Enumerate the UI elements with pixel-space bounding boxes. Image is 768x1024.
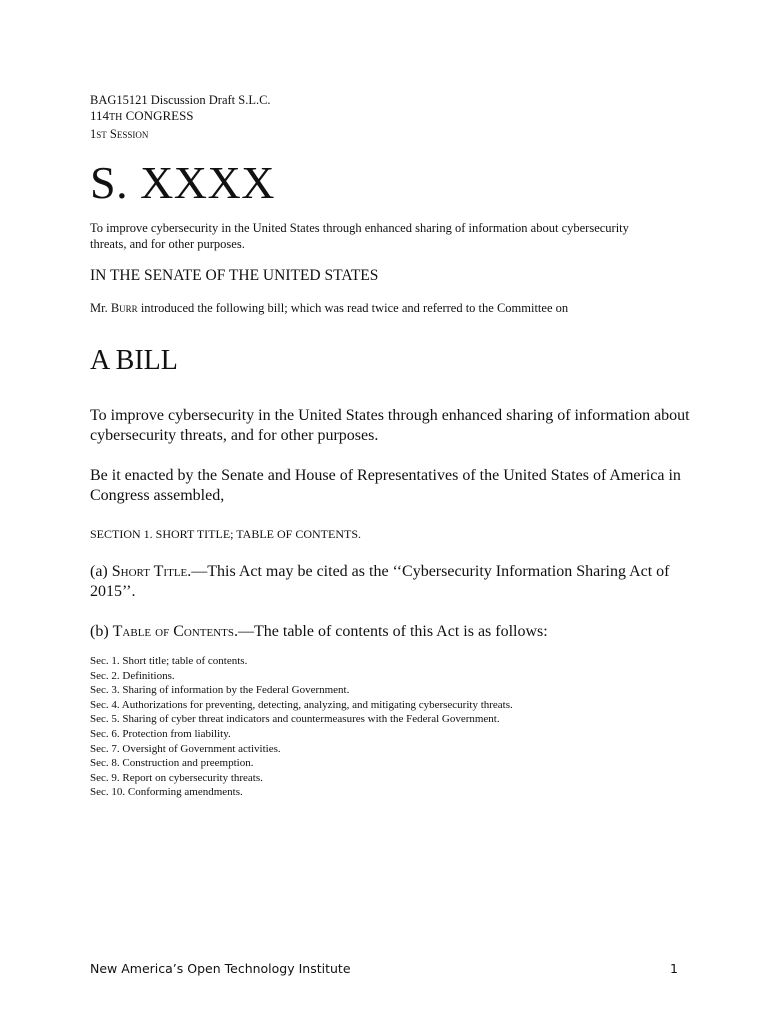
toc-item: Sec. 3. Sharing of information by the Federal Government.	[90, 684, 350, 697]
introduction-text: introduced the following bill; which was read twice and referred to the Committee on	[137, 301, 569, 315]
document-page	[90, 92, 690, 800]
congress-word: CONGRESS	[122, 108, 194, 123]
session-word: Session	[106, 127, 149, 141]
toc-item: Sec. 6. Protection from liability.	[90, 727, 231, 740]
bill-number: S. XXXX	[90, 157, 275, 208]
senate-heading: IN THE SENATE OF THE UNITED STATES	[90, 267, 379, 284]
toc-item: Sec. 5. Sharing of cyber threat indicators and countermeasures with the Federal Government.	[90, 713, 500, 726]
short-title-paragraph	[90, 562, 690, 602]
toc-intro-text: .—The table of contents of this Act is as follows:	[234, 623, 548, 640]
purpose-statement: To improve cybersecurity in the United States through enhanced sharing of information about cybersecurity threats, and for other purposes.	[90, 407, 690, 444]
short-title-heading: Short Title	[111, 563, 188, 580]
toc-item: Sec. 2. Definitions.	[90, 669, 175, 682]
introduction-statement	[90, 300, 690, 316]
enacting-clause: Be it enacted by the Senate and House of Representatives of the United States of America in Congress assembled,	[90, 467, 681, 504]
toc-item: Sec. 8. Construction and preemption.	[90, 757, 254, 770]
page-number: 1	[670, 961, 678, 976]
short-title-label: (a)	[90, 563, 112, 580]
toc-intro-heading: Table of Contents	[112, 623, 234, 640]
purpose-summary: To improve cybersecurity in the United States through enhanced sharing of information about cybersecurity threats, and for other purposes.	[90, 221, 629, 251]
session-suffix: st	[96, 127, 107, 141]
sponsor-name: Burr	[110, 301, 138, 315]
toc-item: Sec. 7. Oversight of Government activities.	[90, 742, 281, 755]
page-footer	[90, 961, 678, 977]
congress-line	[90, 108, 690, 126]
toc-intro-paragraph	[90, 622, 690, 642]
session-number: 1	[90, 127, 97, 141]
toc-intro-label: (b)	[90, 623, 113, 640]
table-of-contents	[90, 654, 690, 800]
toc-item: Sec. 1. Short title; table of contents.	[90, 655, 248, 667]
toc-item: Sec. 10. Conforming amendments.	[90, 786, 243, 799]
congress-suffix: TH	[109, 112, 123, 123]
toc-item: Sec. 9. Report on cybersecurity threats.	[90, 771, 263, 784]
short-title-text: .—This Act may be cited as the ‘‘Cybersecurity Information Sharing Act of 2015’’.	[90, 563, 670, 600]
draft-identifier: BAG15121 Discussion Draft S.L.C.	[90, 93, 271, 107]
section-heading: SECTION 1. SHORT TITLE; TABLE OF CONTENTS.	[90, 527, 361, 541]
footer-organization: New America’s Open Technology Institute	[90, 961, 351, 976]
introduction-prefix: Mr.	[90, 301, 111, 315]
congress-number: 114	[90, 108, 110, 123]
toc-item: Sec. 4. Authorizations for preventing, detecting, analyzing, and mitigating cybersecurity threats.	[90, 698, 513, 711]
session-line	[90, 126, 690, 142]
a-bill-heading: A BILL	[90, 345, 178, 376]
